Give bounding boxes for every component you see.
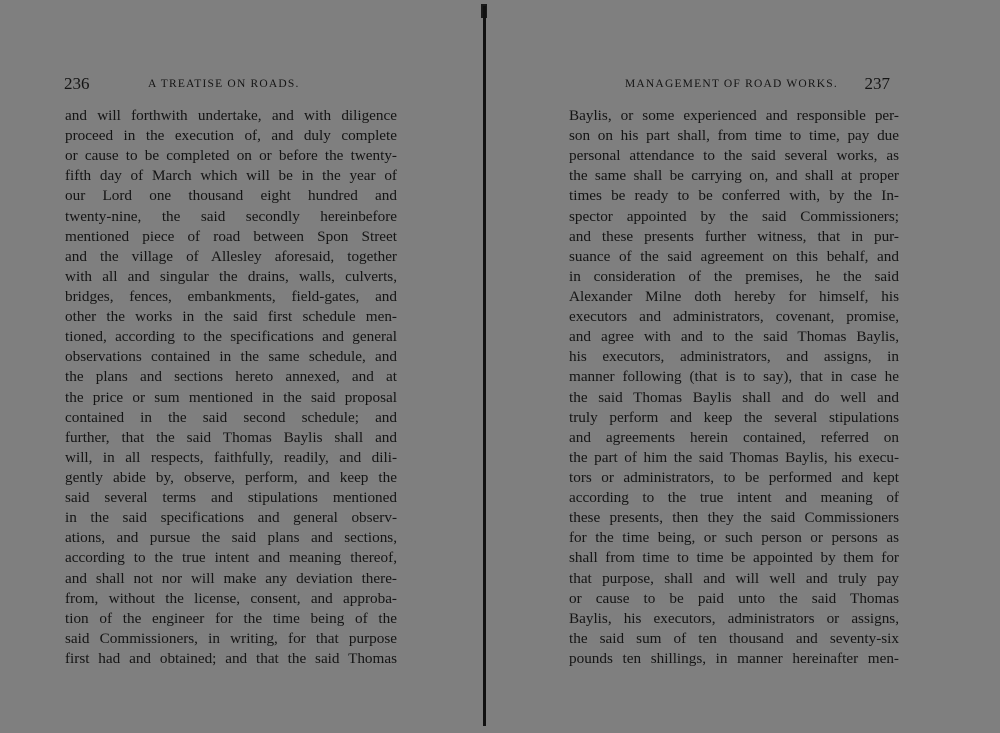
text-line: proceed in the execution of, and duly complete xyxy=(65,127,397,145)
left-running-title: A TREATISE ON ROADS. xyxy=(148,78,300,90)
text-line: gently abide by, observe, perform, and keep the xyxy=(65,468,397,486)
text-line: the same shall be carrying on, and shall at proper xyxy=(569,167,899,185)
text-line: first had and obtained; and that the said Thomas xyxy=(65,649,397,667)
gutter-rule xyxy=(483,6,486,726)
text-line: further, that the said Thomas Baylis shall and xyxy=(65,428,397,446)
text-line: suance of the said agreement on this behalf, and xyxy=(569,247,899,265)
text-line: in the said specifications and general observ- xyxy=(65,509,397,527)
text-line: the said Thomas Baylis shall and do well and xyxy=(569,388,899,406)
text-line: times be ready to be conferred with, by the In- xyxy=(569,187,899,205)
text-line: the said sum of ten thousand and seventy-six xyxy=(569,629,899,647)
text-line: son on his part shall, from time to time, pay due xyxy=(569,127,899,145)
text-line: and these presents further witness, that in pur- xyxy=(569,227,899,245)
text-line: tion of the engineer for the time being of the xyxy=(65,609,397,627)
text-line: with all and singular the drains, walls, culverts, xyxy=(65,267,397,285)
text-line: Alexander Milne doth hereby for himself, his xyxy=(569,287,899,305)
text-line: the part of him the said Thomas Baylis, his execu- xyxy=(569,448,899,466)
text-line: that purpose, shall and will well and truly pay xyxy=(569,569,899,587)
text-line: for the time being, or such person or persons as xyxy=(569,529,899,547)
text-line: or cause to be completed on or before the twenty- xyxy=(65,147,397,165)
right-running-head xyxy=(625,76,890,100)
right-page-number: 237 xyxy=(864,74,890,93)
text-line: twenty-nine, the said secondly hereinbefore xyxy=(65,207,397,225)
text-line: manner following (that is to say), that in case he xyxy=(569,368,899,386)
left-running-head xyxy=(64,76,400,100)
text-line: contained in the said second schedule; and xyxy=(65,408,397,426)
left-body-text xyxy=(65,106,397,669)
text-line: pounds ten shillings, in manner hereinafter men- xyxy=(569,649,899,667)
text-line: said Commissioners, in writing, for that purpose xyxy=(65,629,397,647)
text-line: and will forthwith undertake, and with diligence xyxy=(65,107,397,124)
text-line: the plans and sections hereto annexed, and at xyxy=(65,368,397,386)
text-line: and the village of Allesley aforesaid, together xyxy=(65,247,397,265)
text-line: said several terms and stipulations mentioned xyxy=(65,489,397,507)
text-line: and agree with and to the said Thomas Baylis, xyxy=(569,328,899,346)
text-line: according to the true intent and meaning thereof, xyxy=(65,549,397,567)
text-line: and agreements herein contained, referred on xyxy=(569,428,899,446)
right-page xyxy=(490,0,1000,733)
text-line: our Lord one thousand eight hundred and xyxy=(65,187,397,205)
text-line: shall from time to time be appointed by them for xyxy=(569,549,899,567)
text-line: Baylis, his executors, administrators or assigns, xyxy=(569,609,899,627)
text-line: will, in all respects, faithfully, readily, and dili- xyxy=(65,448,397,466)
text-line: and shall not nor will make any deviation there- xyxy=(65,569,397,587)
text-line: the price or sum mentioned in the said proposal xyxy=(65,388,397,406)
text-line: other the works in the said first schedule men- xyxy=(65,308,397,326)
text-line: these presents, then they the said Commissioners xyxy=(569,509,899,527)
right-running-title: MANAGEMENT OF ROAD WORKS. xyxy=(625,78,838,90)
text-line: in consideration of the premises, he the said xyxy=(569,267,899,285)
left-page xyxy=(0,0,480,733)
text-line: personal attendance to the said several works, as xyxy=(569,147,899,165)
right-body-text xyxy=(569,106,899,669)
text-line: tors or administrators, to be performed and kept xyxy=(569,468,899,486)
text-line: ations, and pursue the said plans and sections, xyxy=(65,529,397,547)
text-line: observations contained in the same schedule, and xyxy=(65,348,397,366)
text-line: from, without the license, consent, and approba- xyxy=(65,589,397,607)
text-line: mentioned piece of road between Spon Street xyxy=(65,227,397,245)
text-line: executors and administrators, covenant, promise, xyxy=(569,308,899,326)
text-line: fifth day of March which will be in the year of xyxy=(65,167,397,185)
text-line: according to the true intent and meaning of xyxy=(569,489,899,507)
text-line: Baylis, or some experienced and responsible per- xyxy=(569,107,899,124)
text-line: spector appointed by the said Commissioners; xyxy=(569,207,899,225)
text-line: bridges, fences, embankments, field-gates, and xyxy=(65,287,397,305)
left-page-number: 236 xyxy=(64,74,90,93)
text-line: truly perform and keep the several stipulations xyxy=(569,408,899,426)
text-line: tioned, according to the specifications and general xyxy=(65,328,397,346)
text-line: his executors, administrators, and assigns, in xyxy=(569,348,899,366)
text-line: or cause to be paid unto the said Thomas xyxy=(569,589,899,607)
